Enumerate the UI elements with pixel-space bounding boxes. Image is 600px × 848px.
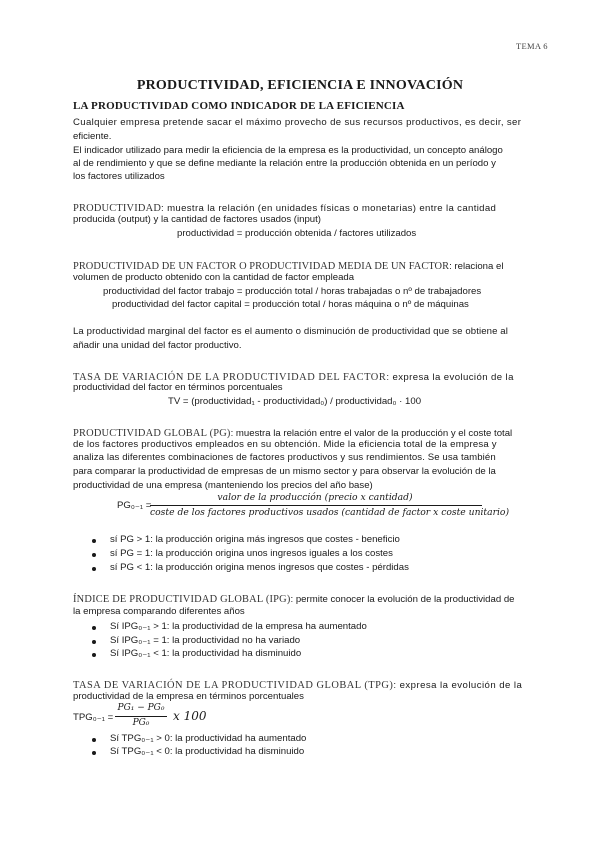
list-item: Sí TPG₀₋₁ > 0: la productividad ha aumentado	[110, 733, 307, 744]
formula-numerator: valor de la producción (precio x cantidad)	[217, 492, 413, 503]
term-label: PRODUCTIVIDAD	[73, 203, 162, 214]
definition-text: la empresa comparando diferentes años	[73, 606, 245, 617]
bullet-icon	[92, 567, 96, 571]
definition-text: para comparar la productividad de empresas de un mismo sector y para observar la evolución de la	[73, 466, 496, 477]
list-item: Sí TPG₀₋₁ < 0: la productividad ha disminuido	[110, 746, 305, 757]
ipg-definition	[73, 589, 515, 607]
bullet-icon	[92, 738, 96, 742]
formula: TV = (productividad₁ - productividad₀) / productividad₀ · 100	[168, 396, 422, 407]
list-item: Sí IPG₀₋₁ < 1: la productividad ha disminuido	[110, 648, 302, 659]
term-label: PRODUCTIVIDAD GLOBAL (PG)	[73, 428, 231, 439]
definition-text: volumen de producto obtenido con la cantidad de factor empleada	[73, 272, 355, 283]
fraction-bar	[115, 716, 167, 717]
term-label: TASA DE VARIACIÓN DE LA PRODUCTIVIDAD DEL FACTOR	[73, 372, 387, 383]
term-label: ÍNDICE DE PRODUCTIVIDAD GLOBAL (IPG)	[73, 594, 291, 605]
intro-line: El indicador utilizado para medir la eficiencia de la empresa es la productividad, un concepto análogo	[73, 145, 503, 156]
list-item: sí PG = 1: la producción origina unos ingresos iguales a los costes	[110, 548, 393, 559]
definition-text: : relaciona el	[449, 261, 504, 272]
bullet-icon	[92, 751, 96, 755]
definition-text: analiza las diferentes combinaciones de factores productivos y sus rendimientos. Se usa también	[73, 452, 496, 463]
term-label: PRODUCTIVIDAD DE UN FACTOR O PRODUCTIVIDAD MEDIA DE UN FACTOR	[73, 261, 450, 272]
formula-denominator: coste de los factores productivos usados (cantidad de factor x coste unitario)	[150, 507, 510, 518]
marginal-text: La productividad marginal del factor es el aumento o disminución de productividad que se obtiene al	[73, 326, 508, 337]
formula: productividad = producción obtenida / factores utilizados	[177, 228, 417, 239]
formula-lhs: TPG₀₋₁ =	[73, 712, 114, 723]
definition-text: producida (output) y la cantidad de factores usados (input)	[73, 214, 321, 225]
bullet-icon	[92, 553, 96, 557]
definition-text: : expresa la evolución de la	[393, 680, 523, 691]
intro-line: al de rendimiento y que se define mediante la relación entre la producción obtenida en un período y	[73, 158, 496, 169]
bullet-icon	[92, 626, 96, 630]
marginal-text: añadir una unidad del factor productivo.	[73, 340, 242, 351]
bullet-icon	[92, 640, 96, 644]
formula: productividad del factor capital = producción total / horas máquina o nº de máquinas	[112, 299, 469, 310]
definition-text: de los factores productivos empleados en su obtención. Mide la eficiencia total de la empresa y	[73, 439, 497, 450]
formula-tail: x 100	[173, 709, 207, 723]
formula-denominator: PG₀	[132, 718, 150, 728]
page-header-tema: TEMA 6	[516, 41, 548, 51]
fraction-bar	[150, 505, 482, 506]
section-heading: LA PRODUCTIVIDAD COMO INDICADOR DE LA EFICIENCIA	[73, 100, 405, 112]
definition-text: : muestra la relación (en unidades físicas o monetarias) entre la cantidad	[161, 203, 497, 214]
definition-text: productividad de una empresa (manteniendo los precios del año base)	[73, 480, 373, 491]
intro-line: Cualquier empresa pretende sacar el máximo provecho de sus recursos productivos, es decir, ser	[73, 117, 522, 128]
formula-lhs: PG₀₋₁ =	[117, 500, 152, 511]
intro-line: los factores utilizados	[73, 171, 165, 182]
list-item: Sí IPG₀₋₁ > 1: la productividad de la empresa ha aumentado	[110, 621, 367, 632]
definition-text: productividad de la empresa en términos porcentuales	[73, 691, 304, 702]
definition-text: : permite conocer la evolución de la productividad de	[290, 594, 515, 605]
bullet-icon	[92, 653, 96, 657]
definition-text: : expresa la evolución de la	[386, 372, 514, 383]
formula: productividad del factor trabajo = producción total / horas trabajadas o nº de trabajadores	[103, 286, 482, 297]
definition-text: productividad del factor en términos porcentuales	[73, 382, 283, 393]
list-item: sí PG < 1: la producción origina menos ingresos que costes - pérdidas	[110, 562, 409, 573]
list-item: Sí IPG₀₋₁ = 1: la productividad no ha variado	[110, 635, 301, 646]
term-label: TASA DE VARIACIÓN DE LA PRODUCTIVIDAD GLOBAL (TPG)	[73, 680, 394, 691]
intro-line: eficiente.	[73, 131, 112, 142]
page-title: PRODUCTIVIDAD, EFICIENCIA E INNOVACIÓN	[136, 78, 464, 93]
definition-text: : muestra la relación entre el valor de la producción y el coste total	[230, 428, 513, 439]
formula-numerator: PG₁ − PG₀	[117, 703, 165, 713]
list-item: sí PG > 1: la producción origina más ingresos que costes - beneficio	[110, 534, 400, 545]
bullet-icon	[92, 539, 96, 543]
